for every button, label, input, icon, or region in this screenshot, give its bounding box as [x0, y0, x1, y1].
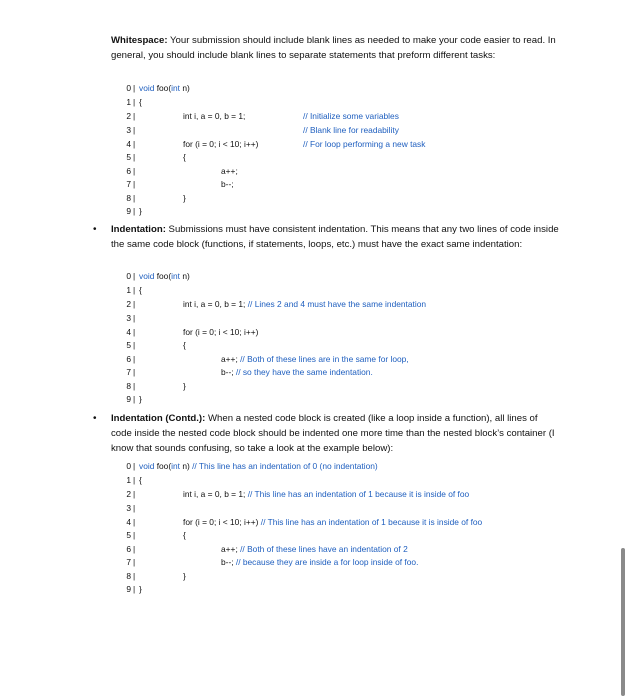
- keyword: void: [139, 461, 155, 471]
- line-separator: |: [133, 327, 136, 337]
- whitespace-paragraph: [111, 33, 559, 63]
- code-text: }: [139, 584, 142, 594]
- code-text: int i, a = 0, b = 1;: [183, 111, 246, 121]
- line-number: 1: [126, 97, 131, 107]
- code-text: a++; // Both of these lines have an indentation of 2: [221, 544, 408, 554]
- code-text: }: [183, 381, 186, 391]
- line-separator: |: [133, 530, 136, 540]
- line-separator: |: [133, 381, 136, 391]
- line-separator: |: [133, 394, 136, 404]
- line-separator: |: [133, 125, 136, 135]
- line-number: 9: [126, 394, 131, 404]
- code-text: for (i = 0; i < 10; i++): [183, 327, 259, 337]
- line-separator: |: [133, 489, 136, 499]
- code-text: void foo(int n): [139, 271, 190, 281]
- line-number: 6: [126, 544, 131, 554]
- line-number: 1: [126, 285, 131, 295]
- code-text: for (i = 0; i < 10; i++): [183, 139, 259, 149]
- code-text: void foo(int n) // This line has an indentation of 0 (no indentation): [139, 461, 378, 471]
- line-number: 4: [126, 327, 131, 337]
- code-text: b--; // because they are inside a for loop inside of foo.: [221, 557, 419, 567]
- code-text: }: [139, 206, 142, 216]
- keyword: int: [171, 83, 180, 93]
- line-separator: |: [133, 354, 136, 364]
- line-number: 2: [126, 111, 131, 121]
- line-separator: |: [133, 166, 136, 176]
- keyword: void: [139, 271, 155, 281]
- code-text: {: [139, 97, 142, 107]
- line-number: 3: [126, 125, 131, 135]
- line-number: 8: [126, 381, 131, 391]
- code-text: }: [183, 193, 186, 203]
- code-text: {: [183, 340, 186, 350]
- line-number: 3: [126, 313, 131, 323]
- line-number: 6: [126, 166, 131, 176]
- indentation-contd-paragraph: [111, 411, 559, 456]
- line-number: 9: [126, 206, 131, 216]
- section-text: Your submission should include blank lines as needed to make your code easier to read. In general, you should include blank lines to separate statements that preform different tasks:: [111, 35, 556, 61]
- line-separator: |: [133, 139, 136, 149]
- code-comment: // Both of these lines are in the same for loop,: [237, 354, 409, 364]
- code-text: {: [139, 475, 142, 485]
- line-separator: |: [133, 206, 136, 216]
- section-title: Indentation:: [111, 224, 166, 235]
- code-comment: // Blank line for readability: [303, 125, 399, 135]
- line-number: 7: [126, 557, 131, 567]
- line-number: 7: [126, 179, 131, 189]
- line-number: 5: [126, 340, 131, 350]
- code-comment: // Initialize some variables: [303, 111, 399, 121]
- line-separator: |: [133, 503, 136, 513]
- line-number: 4: [126, 139, 131, 149]
- code-comment: // because they are inside a for loop inside of foo.: [233, 557, 419, 567]
- code-text: void foo(int n): [139, 83, 190, 93]
- line-separator: |: [133, 179, 136, 189]
- line-separator: |: [133, 193, 136, 203]
- line-separator: |: [133, 571, 136, 581]
- section-text: When a nested code block is created (like a loop inside a function), all lines of code inside the nested code block should be indented one more time than the nested block’s container (I know that sounds confusing, so take a look at the example below):: [111, 413, 555, 454]
- indentation-paragraph: [111, 222, 559, 252]
- line-number: 1: [126, 475, 131, 485]
- line-number: 2: [126, 489, 131, 499]
- code-text: }: [183, 571, 186, 581]
- line-number: 0: [126, 83, 131, 93]
- line-separator: |: [133, 97, 136, 107]
- line-separator: |: [133, 557, 136, 567]
- keyword: int: [171, 271, 180, 281]
- line-number: 5: [126, 530, 131, 540]
- line-separator: |: [133, 152, 136, 162]
- line-number: 3: [126, 503, 131, 513]
- code-comment: // This line has an indentation of 1 because it is inside of foo: [245, 489, 470, 499]
- line-separator: |: [133, 83, 136, 93]
- line-separator: |: [133, 313, 136, 323]
- line-separator: |: [133, 111, 136, 121]
- code-comment: // This line has an indentation of 1 because it is inside of foo: [258, 517, 483, 527]
- line-separator: |: [133, 299, 136, 309]
- code-comment: // For loop performing a new task: [303, 139, 426, 149]
- vertical-scrollbar[interactable]: [621, 548, 625, 696]
- code-text: {: [139, 285, 142, 295]
- line-separator: |: [133, 340, 136, 350]
- line-number: 0: [126, 461, 131, 471]
- code-text: b--; // so they have the same indentation.: [221, 367, 373, 377]
- line-separator: |: [133, 461, 136, 471]
- line-separator: |: [133, 584, 136, 594]
- line-number: 5: [126, 152, 131, 162]
- line-separator: |: [133, 475, 136, 485]
- code-comment: // Both of these lines have an indentation of 2: [237, 544, 408, 554]
- code-text: a++;: [221, 166, 238, 176]
- line-number: 9: [126, 584, 131, 594]
- line-number: 2: [126, 299, 131, 309]
- line-number: 6: [126, 354, 131, 364]
- code-comment: // Lines 2 and 4 must have the same indentation: [245, 299, 427, 309]
- bullet-icon: •: [93, 413, 97, 424]
- code-text: a++; // Both of these lines are in the same for loop,: [221, 354, 409, 364]
- code-text: }: [139, 394, 142, 404]
- code-text: {: [183, 530, 186, 540]
- code-text: for (i = 0; i < 10; i++) // This line has an indentation of 1 because it is inside of foo: [183, 517, 483, 527]
- section-title: Whitespace:: [111, 35, 168, 46]
- line-number: 8: [126, 193, 131, 203]
- section-text: Submissions must have consistent indentation. This means that any two lines of code inside the same code block (functions, if statements, loops, etc.) must have the exact same indentation:: [111, 224, 559, 250]
- keyword: void: [139, 83, 155, 93]
- line-separator: |: [133, 367, 136, 377]
- code-text: int i, a = 0, b = 1; // This line has an indentation of 1 because it is inside of foo: [183, 489, 470, 499]
- line-number: 0: [126, 271, 131, 281]
- section-title: Indentation (Contd.):: [111, 413, 206, 424]
- code-text: b--;: [221, 179, 234, 189]
- line-separator: |: [133, 544, 136, 554]
- code-text: int i, a = 0, b = 1; // Lines 2 and 4 must have the same indentation: [183, 299, 427, 309]
- line-separator: |: [133, 517, 136, 527]
- line-number: 8: [126, 571, 131, 581]
- bullet-icon: •: [93, 224, 97, 235]
- keyword: int: [171, 461, 180, 471]
- line-number: 4: [126, 517, 131, 527]
- line-separator: |: [133, 285, 136, 295]
- line-number: 7: [126, 367, 131, 377]
- line-separator: |: [133, 271, 136, 281]
- code-text: {: [183, 152, 186, 162]
- code-comment: // This line has an indentation of 0 (no indentation): [189, 461, 378, 471]
- code-comment: // so they have the same indentation.: [233, 367, 373, 377]
